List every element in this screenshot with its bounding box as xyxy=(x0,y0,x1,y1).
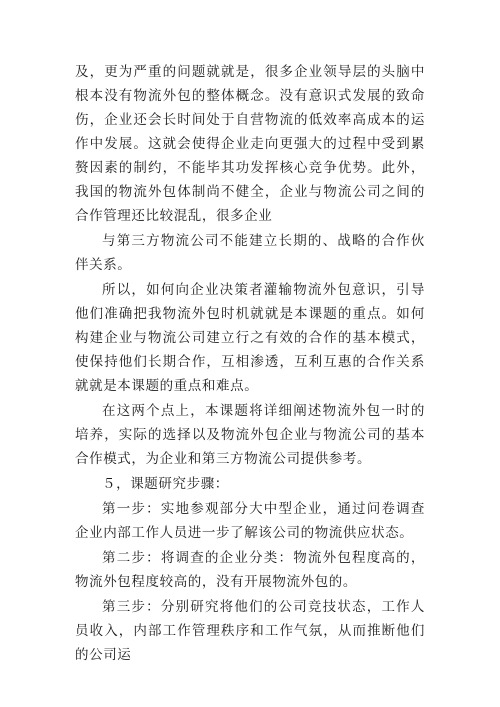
step-1-paragraph: 第一步：实地参观部分大中型企业，通过问卷调查企业内部工作人员进一步了解该公司的物流供应状态。 xyxy=(75,501,425,541)
paragraph-3: 所以，如何向企业决策者灌输物流外包意识，引导他们准确把我物流外包时机就就是本课题的重点。如何构建企业与物流公司建立行之有效的合作的基本模式，使保持他们长期合作，互相渗透，互利互惠的合作关系就就是本课题的重点和难点。 xyxy=(75,282,425,394)
paragraph-4: 在这两个点上，本课题将详细阐述物流外包一时的培养，实际的选择以及物流外包企业与物流公司的基本合作模式，为企业和第三方物流公司提供参考。 xyxy=(75,403,425,467)
document-body xyxy=(75,60,425,667)
paragraph-1: 及，更为严重的问题就就是，很多企业领导层的头脑中根本没有物流外包的整体概念。没有意识式发展的致命伤，企业还会长时间处于自营物流的低效率高成本的运作中发展。这就会使得企业走向更强大的过程中受到累赘因素的制约，不能毕其功发挥核心竞争优势。此外，我国的物流外包体制尚不健全，企业与物流公司之间的合作管理还比较混乱，很多企业 xyxy=(75,64,425,224)
paragraph-2: 与第三方物流公司不能建立长期的、战略的合作伙伴关系。 xyxy=(75,233,425,273)
section-heading-steps: ５，课题研究步骤： xyxy=(102,476,229,492)
step-2-paragraph: 第二步：将调查的企业分类：物流外包程度高的，物流外包程度较高的，没有开展物流外包的。 xyxy=(75,550,425,590)
step-3-paragraph: 第三步：分别研究将他们的公司竞技状态，工作人员收入，内部工作管理秩序和工作气氛，从而推断他们的公司运 xyxy=(75,599,425,663)
